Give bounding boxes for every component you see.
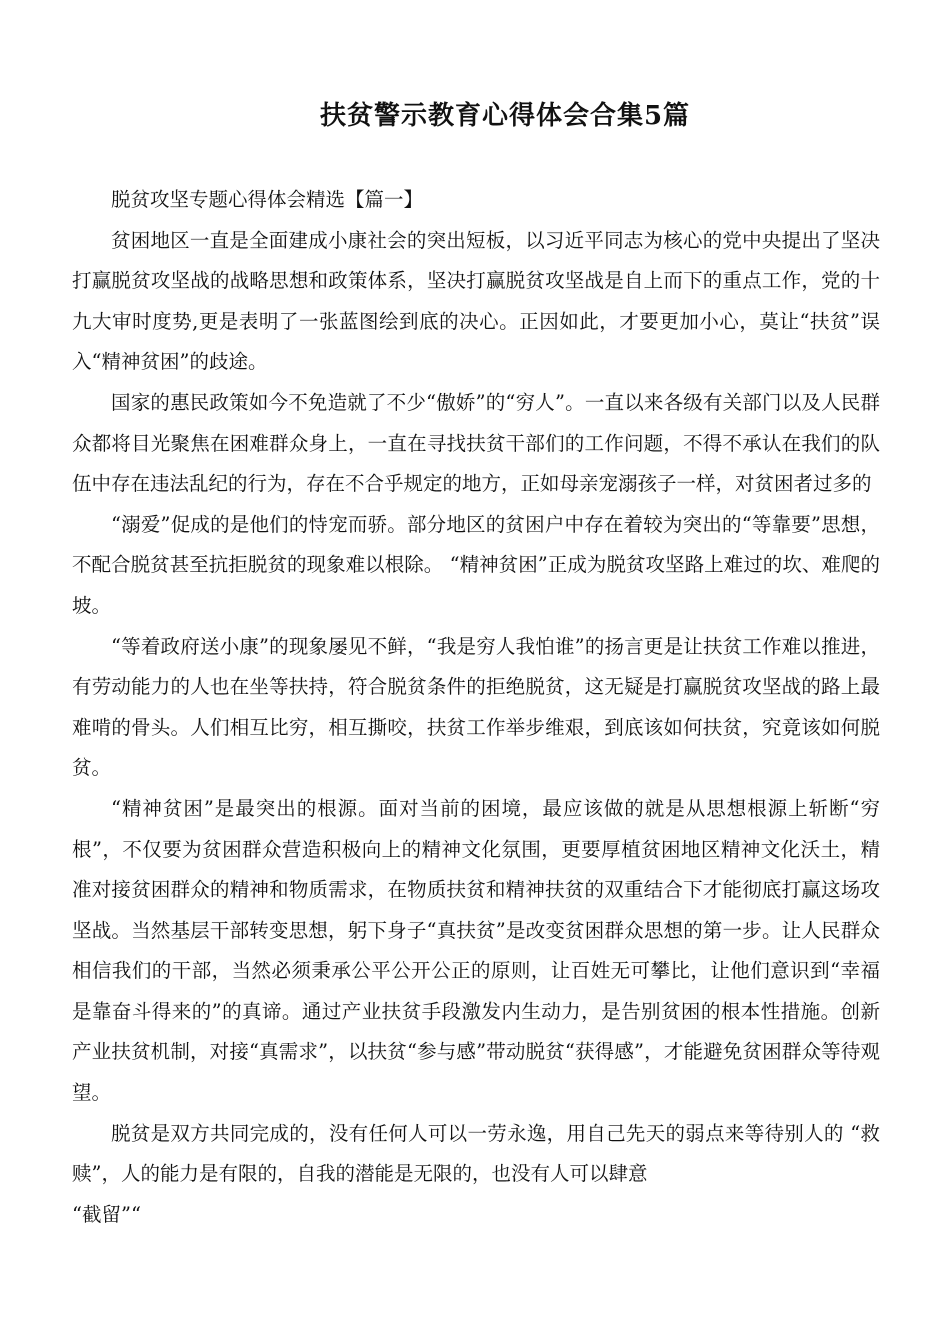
paragraph: 国家的惠民政策如今不免造就了不少“傲娇”的“穷人”。一直以来各级有关部门以及人民群众都将目光聚焦在困难群众身上，一直在寻找扶贫干部们的工作问题，不得不承认在我们的队伍中存在违法乱纪的行为，存在不合乎规定的地方，正如母亲宠溺孩子一样，对贫困者过多的 — [72, 390, 880, 496]
paragraph: “精神贫困”是最突出的根源。面对当前的困境，最应该做的就是从思想根源上斩断“穷根”，不仅要为贫困群众营造积极向上的精神文化氛围，更要厚植贫困地区精神文化沃土，精准对接贫困群众的精神和物质需求，在物质扶贫和精神扶贫的双重结合下才能彻底打赢这场攻坚战。当然基层干部转变思想，躬下身子“真扶贫”是改变贫困群众思想的第一步。让人民群众相信我们的干部，当然必须秉承公平公开公正的原则，让百姓无可攀比，让他们意识到“幸福是靠奋斗得来的”的真谛。通过产业扶贫手段激发内生动力，是告别贫困的根本性措施。创新产业扶贫机制，对接“真需求”，以扶贫“参与感”带动脱贫“获得感”，才能避免贫困群众等待观望。 — [72, 796, 880, 1105]
paragraph: “截留”“ — [72, 1202, 141, 1226]
paragraph: “等着政府送小康”的现象屡见不鲜，“我是穷人我怕谁”的扬言更是让扶贫工作难以推进，有劳动能力的人也在坐等扶持，符合脱贫条件的拒绝脱贫，这无疑是打赢脱贫攻坚战的路上最难啃的骨头。人们相互比穷，相互撕咬，扶贫工作举步维艰，到底该如何扶贫，究竟该如何脱贫。 — [72, 634, 880, 780]
paragraph: 脱贫是双方共同完成的，没有任何人可以一劳永逸，用自己先天的弱点来等待别人的 “救赎”，人的能力是有限的，自我的潜能是无限的，也没有人可以肆意 — [72, 1121, 880, 1186]
section-heading: 脱贫攻坚专题心得体会精选【篇一】 — [111, 188, 424, 211]
paragraph: “溺爱”促成的是他们的恃宠而骄。部分地区的贫困户中存在着较为突出的“等靠要”思想，不配合脱贫甚至抗拒脱贫的现象难以根除。 “精神贫困”正成为脱贫攻坚路上难过的坎、难爬的坡。 — [72, 512, 880, 617]
document-title: 扶贫警示教育心得体会合集5篇 — [319, 101, 691, 131]
paragraph: 贫困地区一直是全面建成小康社会的突出短板，以习近平同志为核心的党中央提出了坚决打赢脱贫攻坚战的战略思想和政策体系，坚决打赢脱贫攻坚战是自上而下的重点工作，党的十九大审时度势,更是表明了一张蓝图绘到底的决心。正因如此，才要更加小心，莫让“扶贫”误入“精神贫困”的歧途。 — [72, 228, 880, 374]
document-body — [72, 180, 880, 1235]
